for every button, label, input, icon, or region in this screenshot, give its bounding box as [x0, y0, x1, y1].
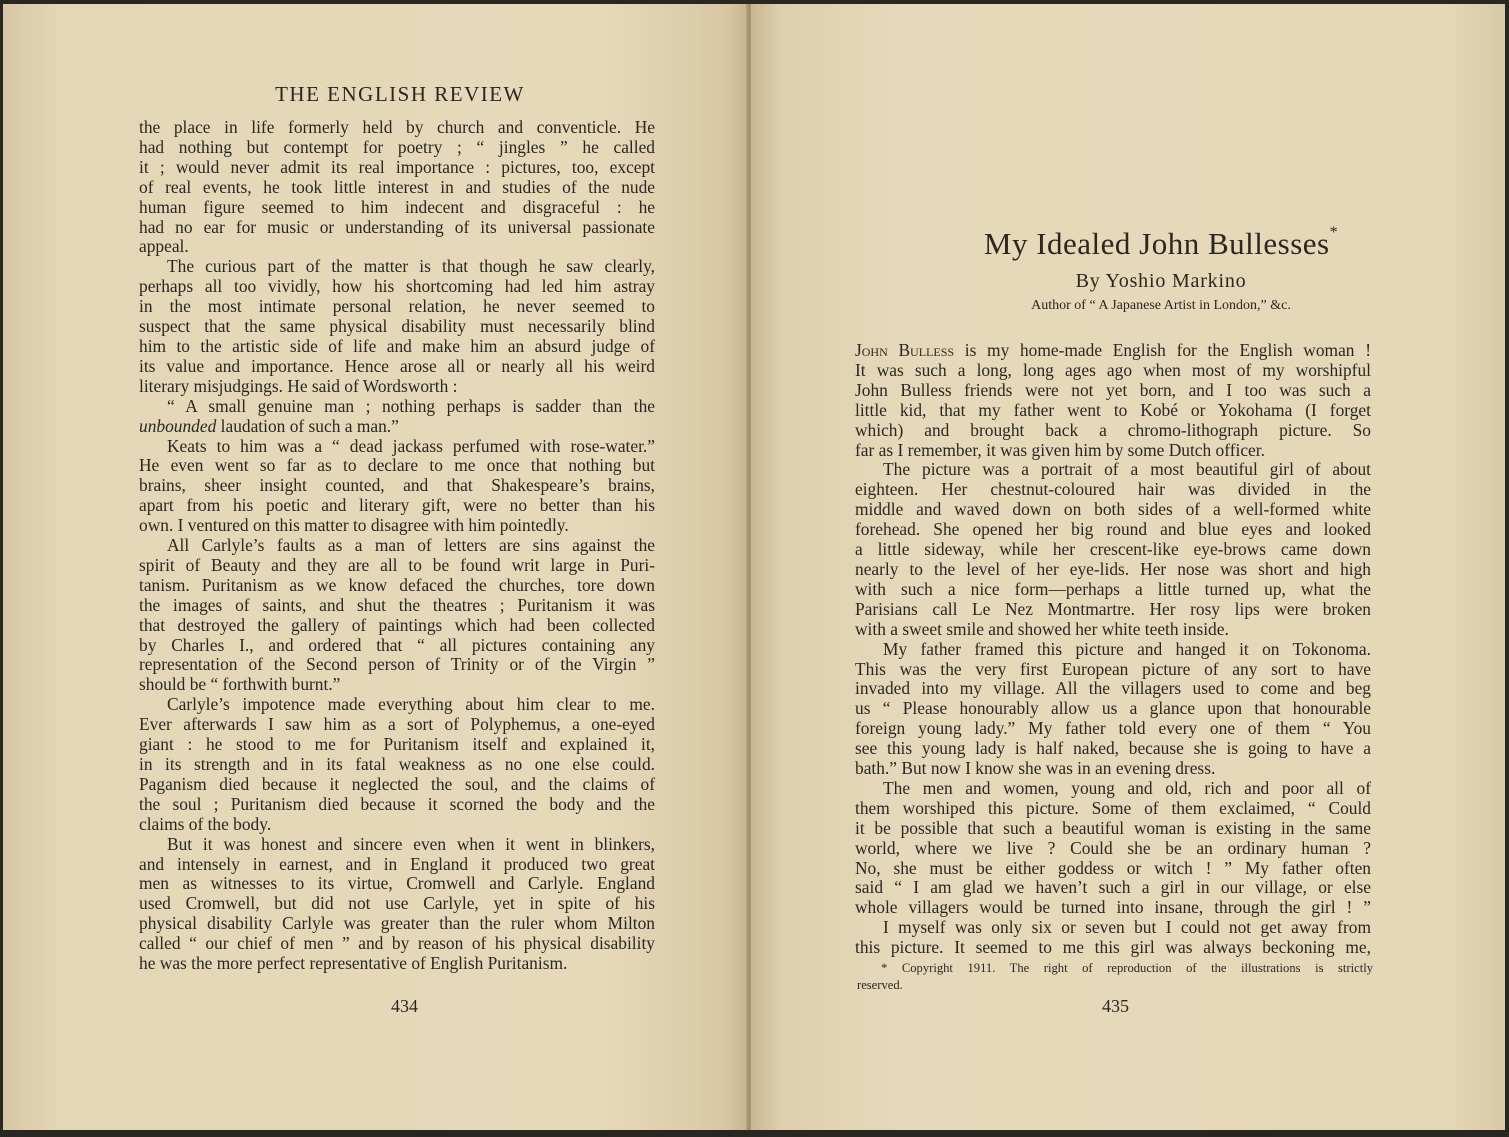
- text-line: it be possible that such a beautiful woman is existing in the same: [855, 817, 1371, 838]
- text-line: Keats to him was a “ dead jackass perfumed with rose-water.”: [167, 435, 655, 456]
- text-line: far as I remember, it was given him by some Dutch officer.: [855, 439, 1265, 460]
- text-line: that destroyed the gallery of paintings which had been collected: [139, 614, 655, 635]
- text-line: called “ our chief of men ” and by reason of his physical disability: [139, 933, 655, 954]
- text-line: He even went so far as to declare to me once that nothing but: [139, 455, 655, 476]
- article-byline: By Yoshio Markino: [1075, 270, 1247, 292]
- text-line: world, where we live ? Could she be an ordinary human ?: [855, 837, 1371, 858]
- left-page: [3, 4, 747, 1130]
- text-line: My father framed this picture and hanged it on Tokonoma.: [883, 638, 1371, 659]
- text-line: But it was honest and sincere even when it went in blinkers,: [167, 833, 655, 854]
- text-line: the soul ; Puritanism died because it scorned the body and the: [139, 793, 655, 814]
- text-line: forehead. She opened her big round and blue eyes and looked: [855, 519, 1371, 540]
- text-line: brains, sheer insight counted, and that Shakespeare’s brains,: [139, 475, 655, 496]
- text-line: John Bulless friends were not yet born, and I too was such a: [855, 379, 1371, 400]
- text-line: All Carlyle’s faults as a man of letters are sins against the: [167, 535, 655, 556]
- title-footnote-mark: *: [1329, 224, 1339, 241]
- text-line: claims of the body.: [139, 813, 272, 834]
- lead-smallcaps: John Bulless: [855, 340, 955, 360]
- text-line: with a sweet smile and showed her white teeth inside.: [855, 618, 1229, 639]
- text-line: them worshiped this picture. Some of them exclaimed, “ Could: [855, 797, 1371, 818]
- text-line: Ever afterwards I saw him as a sort of Polyphemus, a one-eyed: [139, 714, 655, 735]
- text-line: bath.” But now I know she was in an evening dress.: [855, 758, 1216, 779]
- text-line: nearly to the level of her eye-lids. Her nose was short and high: [855, 558, 1371, 579]
- text-line: human figure seemed to him indecent and disgraceful : he: [139, 196, 655, 217]
- text-line: and intensely in earnest, and in England it produced two great: [139, 853, 655, 874]
- text-line: It was such a long, long ages ago when most of my worshipful: [855, 359, 1371, 380]
- copyright-footnote: [857, 960, 1373, 994]
- footnote-line: reserved.: [857, 978, 903, 992]
- text-line: I myself was only six or seven but I could not get away from: [883, 917, 1371, 938]
- text-line: physical disability Carlyle was greater than the ruler whom Milton: [139, 913, 655, 934]
- text-line: this picture. It seemed to me this girl was always beckoning me,: [855, 937, 1371, 958]
- text-line: The curious part of the matter is that though he saw clearly,: [167, 256, 655, 277]
- text-line: the images of saints, and shut the theatres ; Puritanism it was: [139, 594, 655, 615]
- text-line: by Charles I., and ordered that “ all pictures containing any: [139, 634, 655, 655]
- text-line: said “ I am glad we haven’t such a girl in our village, or else: [855, 877, 1371, 898]
- author-credit: Author of “ A Japanese Artist in London,” &c.: [1031, 298, 1291, 313]
- text-line: Parisians call Le Nez Montmartre. Her rosy lips were broken: [855, 598, 1371, 619]
- text-line: in the most intimate personal relation, he never seemed to: [139, 296, 655, 317]
- text-line: of real events, he took little interest in and studies of the nude: [139, 176, 655, 197]
- text-line: The picture was a portrait of a most beautiful girl of about: [883, 459, 1371, 480]
- right-page-body: [855, 341, 1371, 958]
- text-line: he was the more perfect representative of English Puritanism.: [139, 953, 568, 974]
- page-number-left: 434: [391, 996, 418, 1016]
- text-line: representation of the Second person of Trinity or of the Virgin ”: [139, 654, 655, 675]
- text-line: foreign young lady.” My father told every one of them “ You: [855, 718, 1371, 739]
- footnote-line: * Copyright 1911. The right of reproduction of the illustrations is strictly: [881, 961, 1373, 975]
- right-page: [751, 4, 1505, 1130]
- text-line: whole villagers would be turned into insane, through the girl ! ”: [855, 897, 1371, 918]
- text-line: Carlyle’s impotence made everything about him clear to me.: [167, 694, 655, 715]
- text-line: tanism. Puritanism as we know defaced the churches, tore down: [139, 574, 655, 595]
- text-line: with such a nice form—perhaps a little turned up, what the: [855, 578, 1371, 599]
- text-line: giant : he stood to me for Puritanism itself and explained it,: [139, 734, 655, 755]
- text-line: unbounded laudation of such a man.”: [139, 415, 399, 436]
- text-line: which) and brought back a chromo-lithograph picture. So: [855, 419, 1371, 440]
- article-title-text: My Idealed John Bullesses: [983, 226, 1330, 261]
- text-line: apart from his poetic and literary gift, were no better than his: [139, 495, 655, 516]
- text-line: “ A small genuine man ; nothing perhaps is sadder than the: [167, 395, 655, 416]
- text-line: No, she must be either goddess or witch ! ” My father often: [855, 857, 1371, 878]
- text-line: the place in life formerly held by church and conventicle. He: [139, 117, 655, 137]
- text-line: a little sideway, while her crescent-like eye-brows came down: [855, 539, 1371, 560]
- text-line: John Bulless is my home-made English for the English woman !: [855, 340, 1371, 360]
- text-line: men as witnesses to its virtue, Cromwell and Carlyle. England: [139, 873, 655, 894]
- text-line: little kid, that my father went to Kobé or Yokohama (I forget: [855, 399, 1371, 420]
- text-line: own. I ventured on this matter to disagree with him pointedly.: [139, 515, 569, 536]
- text-line: should be “ forthwith burnt.”: [139, 674, 341, 695]
- text-line: used Cromwell, but did not use Carlyle, yet in spite of his: [139, 893, 655, 914]
- text-line: him to the artistic side of life and make him an absurd judge of: [139, 335, 655, 356]
- page-number-right: 435: [1102, 996, 1129, 1016]
- text-line: had no ear for music or understanding of its universal passionate: [139, 216, 655, 237]
- text-line: in its strength and in its fatal weakness as no one else could.: [139, 754, 655, 774]
- text-line: spirit of Beauty and they are all to be found writ large in Puri-: [139, 554, 655, 575]
- running-head: THE ENGLISH REVIEW: [275, 82, 525, 106]
- text-line: its value and importance. Hence arose all or nearly all his weird: [139, 355, 655, 376]
- text-line: Paganism died because it neglected the soul, and the claims of: [139, 773, 655, 794]
- text-line: see this young lady is half naked, because she is going to have a: [855, 738, 1371, 759]
- left-page-body: [139, 118, 655, 974]
- text-line: This was the very first European picture of any sort to have: [855, 658, 1371, 679]
- text-line: perhaps all too vividly, how his shortcoming had led him astray: [139, 276, 655, 297]
- text-line: appeal.: [139, 236, 189, 257]
- text-line: literary misjudgings. He said of Wordsworth :: [139, 375, 458, 396]
- text-line: it ; would never admit its real importance : pictures, too, except: [139, 156, 655, 177]
- text-line: us “ Please honourably allow us a glance upon that honourable: [855, 698, 1371, 719]
- text-line: had nothing but contempt for poetry ; “ jingles ” he called: [139, 136, 655, 157]
- article-title: [851, 226, 1471, 262]
- text-line: The men and women, young and old, rich and poor all of: [883, 777, 1371, 798]
- text-line: eighteen. Her chestnut-coloured hair was divided in the: [855, 479, 1371, 500]
- text-line: invaded into my village. All the villagers used to come and beg: [855, 678, 1371, 699]
- text-line: suspect that the same physical disability must necessarily blind: [139, 316, 655, 337]
- text-line: middle and waved down on both sides of a well-formed white: [855, 499, 1371, 520]
